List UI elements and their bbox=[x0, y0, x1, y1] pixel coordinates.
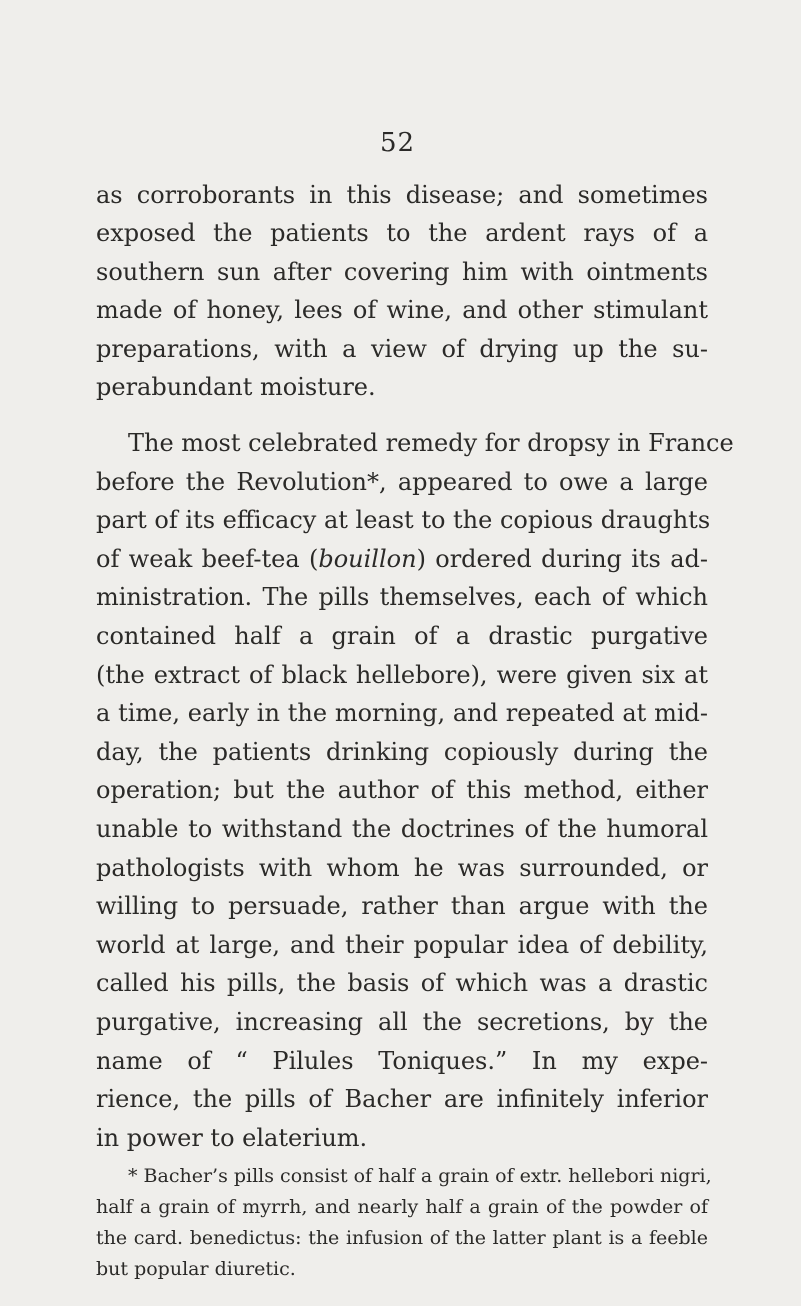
paragraph-2-line-7: (the extract of black hellebore), were given six at bbox=[96, 660, 708, 689]
paragraph-1-line-5: preparations, with a view of drying up the su- bbox=[96, 334, 708, 363]
paragraph-2-line-14: world at large, and their popular idea of debility, bbox=[96, 930, 708, 959]
paragraph-2-line-18: rience, the pills of Bacher are infinitely inferior bbox=[96, 1085, 708, 1114]
paragraph-2-line-19: in power to elaterium. bbox=[96, 1123, 368, 1152]
paragraph-2-line-1: The most celebrated remedy for dropsy in France bbox=[128, 429, 734, 457]
paragraph-2-line-13: willing to persuade, rather than argue with the bbox=[96, 892, 708, 921]
footnote-line-2: half a grain of myrrh, and nearly half a grain of the powder of bbox=[96, 1196, 708, 1218]
paragraph-1-line-2: exposed the patients to the ardent rays of a bbox=[96, 219, 708, 248]
paragraph-1-line-6: perabundant moisture. bbox=[96, 373, 376, 401]
footnote-line-1: * Bacher’s pills consist of half a grain of extr. hellebori nigri, bbox=[128, 1165, 712, 1187]
paragraph-2-line-8: a time, early in the morning, and repeated at mid- bbox=[96, 699, 708, 728]
paragraph-2-line-4 bbox=[96, 544, 708, 574]
paragraph-2-line-15: called his pills, the basis of which was a drastic bbox=[96, 969, 708, 998]
paragraph-2-line-2: before the Revolution*, appeared to owe a large bbox=[96, 467, 708, 496]
paragraph-2-line-16: purgative, increasing all the secretions, by the bbox=[96, 1008, 708, 1036]
paragraph-2-line-5: ministration. The pills themselves, each of which bbox=[96, 583, 708, 612]
paragraph-1-line-4: made of honey, lees of wine, and other stimulant bbox=[96, 296, 708, 325]
line-4-start: of weak beef-tea ( bbox=[96, 544, 319, 573]
page-number: 52 bbox=[380, 128, 416, 158]
paragraph-1-line-1: as corroborants in this disease; and sometimes bbox=[96, 181, 708, 209]
paragraph-2-line-12: pathologists with whom he was surrounded, or bbox=[96, 853, 708, 882]
footnote-line-3: the card. benedictus: the infusion of the latter plant is a feeble bbox=[96, 1227, 708, 1249]
footnote-line-4: but popular diuretic. bbox=[96, 1258, 296, 1280]
paragraph-2-line-17: name of “ Pilules Toniques.” In my expe- bbox=[96, 1046, 708, 1075]
paragraph-2-line-6: contained half a grain of a drastic purgative bbox=[96, 622, 708, 650]
paragraph-2-line-10: operation; but the author of this method, either bbox=[96, 776, 708, 805]
bouillon-italic: bouillon bbox=[318, 544, 417, 573]
paragraph-2-line-9: day, the patients drinking copiously during the bbox=[96, 737, 708, 766]
line-4-end: ) ordered during its ad- bbox=[416, 544, 708, 573]
paragraph-2-line-11: unable to withstand the doctrines of the humoral bbox=[96, 815, 708, 843]
paragraph-1-line-3: southern sun after covering him with ointments bbox=[96, 257, 708, 286]
paragraph-2-line-3: part of its efficacy at least to the copious draughts bbox=[96, 506, 711, 535]
